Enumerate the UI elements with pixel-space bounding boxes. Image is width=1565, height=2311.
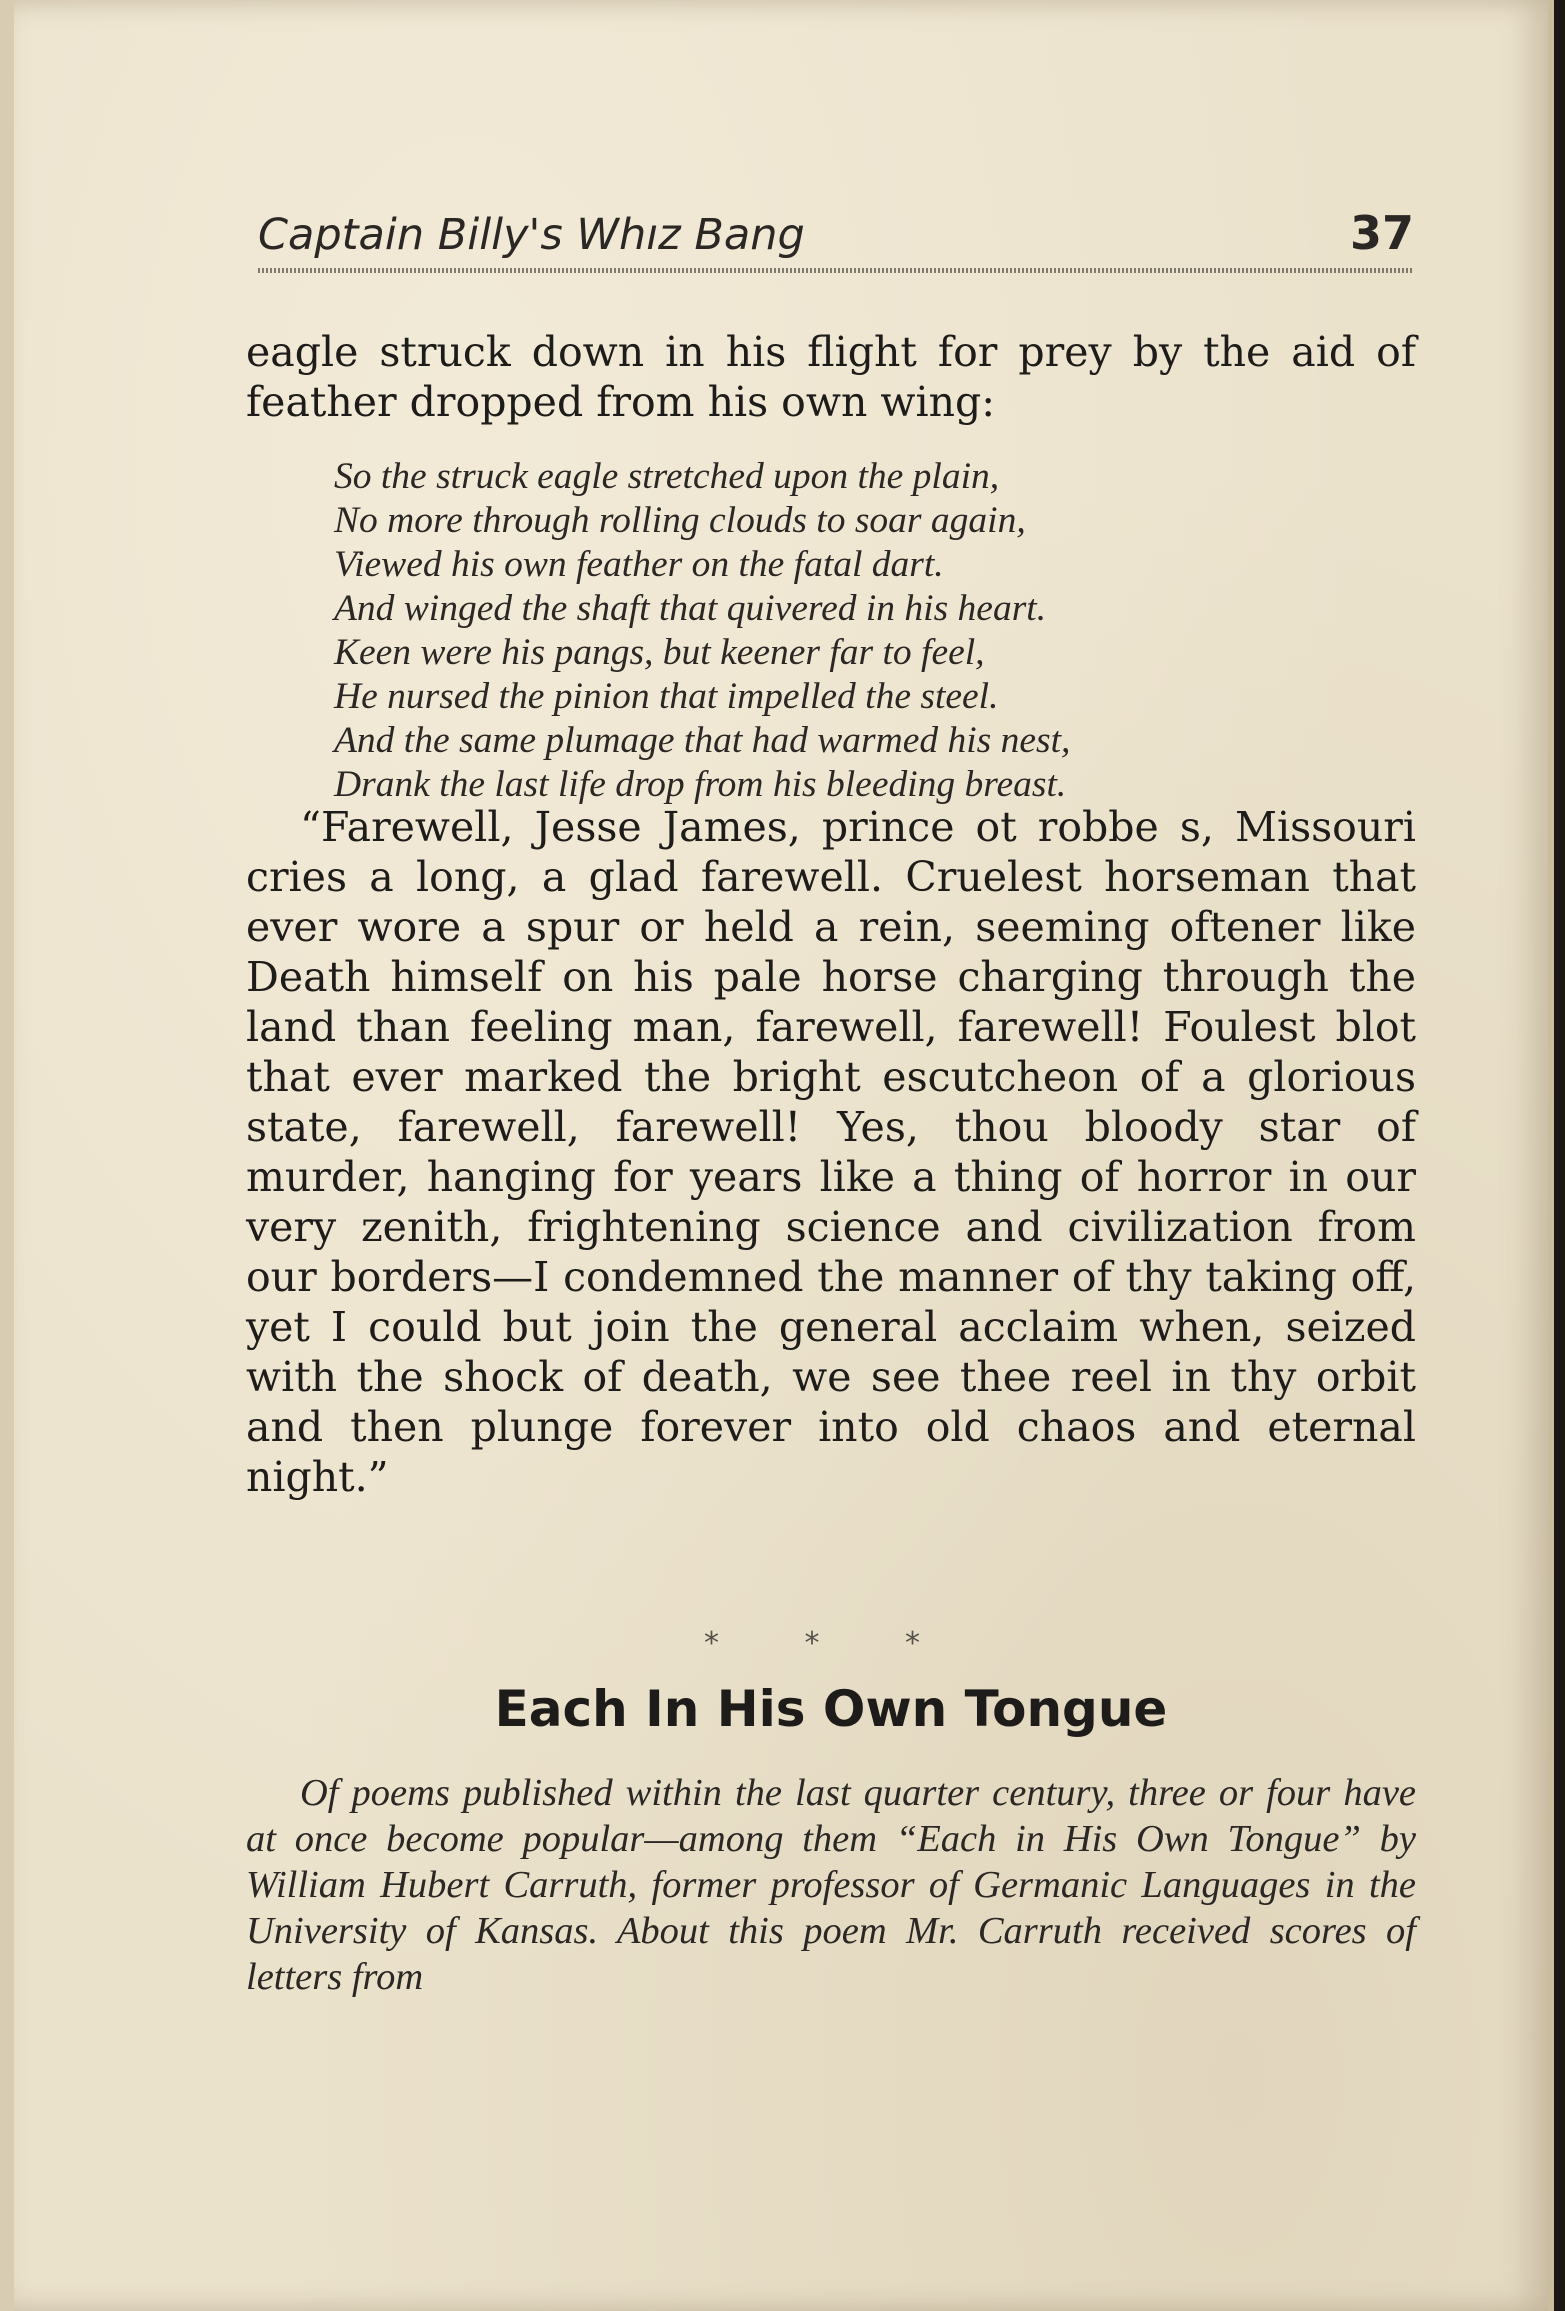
- running-head-title: Captain Billy's Whız Bang: [258, 210, 805, 260]
- poem-line: Keen were his pangs, but keener far to feel,: [334, 632, 985, 673]
- poem-block: [334, 455, 1394, 807]
- poem-line: He nursed the pinion that impelled the steel.: [334, 676, 999, 717]
- section-heading: Each In His Own Tongue: [494, 1680, 1168, 1738]
- page-edge: [0, 0, 14, 2311]
- poem-line: So the struck eagle stretched upon the plain,: [334, 456, 1000, 497]
- page-number: 37: [1349, 206, 1414, 260]
- poem-line: Viewed his own feather on the fatal dart.: [334, 544, 944, 585]
- paragraph-continuation: eagle struck down in his flight for prey by the aid of feather dropped from his own wing:: [246, 328, 1416, 426]
- section-separator: * * *: [703, 1626, 959, 1661]
- running-head: [246, 206, 1416, 270]
- poem-line: And winged the shaft that quivered in his heart.: [334, 588, 1047, 629]
- poem-line: No more through rolling clouds to soar again,: [334, 500, 1026, 541]
- farewell-paragraph: “Farewell, Jesse James, prince ot robbe s, Missouri cries a long, a glad farewell. Cruelest horseman that ever wore a spur or held a rein, seeming oftener like Death himself on his pale horse charging through the land than feeling man, farewell, farewell! Foulest blot that ever marked the bright escutcheon of a glorious state, farewell, farewell! Yes, thou bloody star of murder, hanging for years like a thing of horror in our very zenith, frightening science and civilization from our borders—I condemned the manner of thy taking off, yet I could but join the general acclaim when, seized with the shock of death, we see thee reel in thy orbit and then plunge forever into old chaos and eternal night.”: [246, 803, 1416, 1501]
- header-rule: [258, 268, 1414, 273]
- poem-line: Drank the last life drop from his bleeding breast.: [334, 764, 1067, 805]
- section-intro: Of poems published within the last quarter century, three or four have at once become popular—among them “Each in His Own Tongue” by William Hubert Carruth, former professor of Germanic Languages in the University of Kansas. About this poem Mr. Carruth received scores of letters from: [246, 1772, 1416, 1998]
- poem-line: And the same plumage that had warmed his nest,: [334, 720, 1071, 761]
